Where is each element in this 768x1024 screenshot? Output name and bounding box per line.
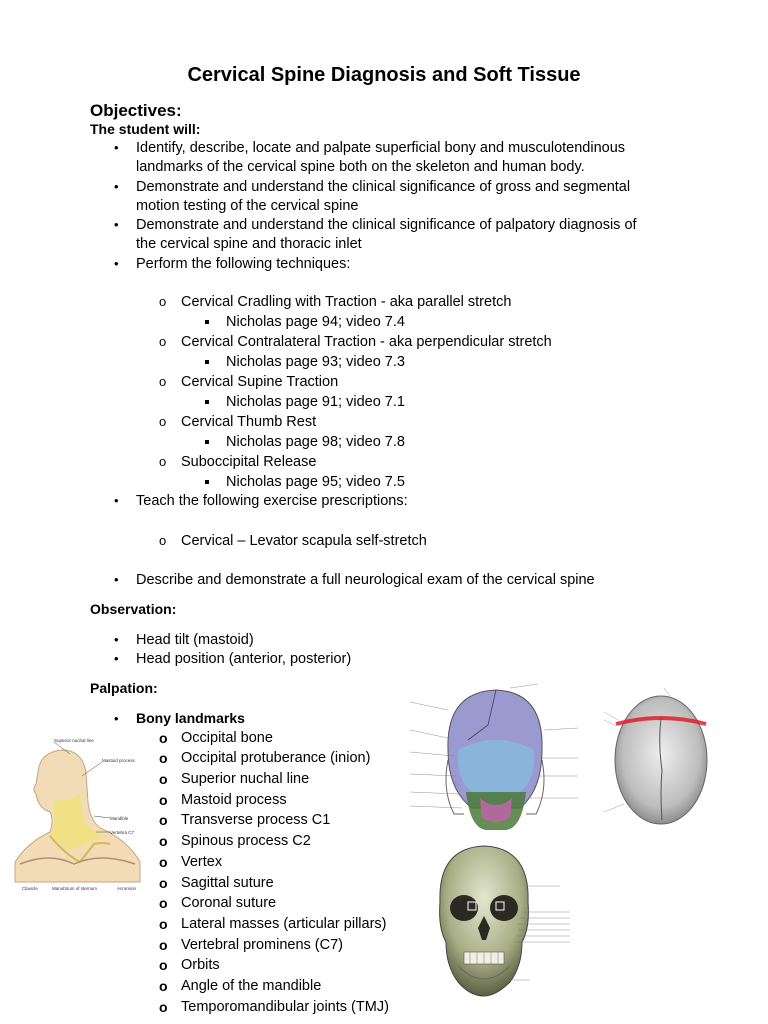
- bullet-glyph: •: [114, 493, 119, 508]
- landmark-item: Superior nuchal line: [181, 771, 310, 787]
- circle-glyph: o: [159, 334, 167, 349]
- bold-o-glyph: o: [159, 792, 168, 808]
- objective-3-line-1: Demonstrate and understand the clinical significance of palpatory diagnosis of: [136, 217, 637, 233]
- technique-name: Cervical Supine Traction: [181, 374, 339, 390]
- bold-o-glyph: o: [159, 999, 168, 1015]
- objective-2-line-2: motion testing of the cervical spine: [136, 198, 359, 214]
- bullet-glyph: •: [114, 572, 119, 587]
- objectives-heading: Objectives:: [90, 101, 182, 120]
- bold-o-glyph: o: [159, 875, 168, 891]
- objective-6: Describe and demonstrate a full neurological exam of the cervical spine: [136, 572, 595, 588]
- posterior-skull-figure: [408, 680, 580, 840]
- bold-o-glyph: o: [159, 957, 168, 973]
- landmark-item: Mastoid process: [181, 792, 287, 808]
- bold-o-glyph: o: [159, 812, 168, 828]
- bullet-glyph: •: [114, 632, 119, 647]
- bold-o-glyph: o: [159, 833, 168, 849]
- technique-ref: Nicholas page 98; video 7.8: [226, 434, 405, 450]
- circle-glyph: o: [159, 533, 167, 548]
- objective-3-line-2: the cervical spine and thoracic inlet: [136, 236, 362, 252]
- landmark-item: Orbits: [181, 957, 220, 973]
- landmark-item: Vertex: [181, 854, 223, 870]
- neck-label: Superior nuchal line: [54, 738, 94, 743]
- square-bullet: [205, 360, 209, 364]
- bullet-glyph: •: [114, 140, 119, 155]
- neck-label: Mastoid process: [102, 758, 135, 763]
- neck-anatomy-figure: [10, 732, 145, 894]
- technique-name: Cervical Thumb Rest: [181, 414, 317, 430]
- landmark-item: Angle of the mandible: [181, 978, 322, 994]
- landmark-item: Transverse process C1: [181, 812, 331, 828]
- bullet-glyph: •: [114, 179, 119, 194]
- landmark-item: Occipital protuberance (inion): [181, 750, 371, 766]
- neck-label: Acromion: [117, 886, 137, 891]
- objective-4: Perform the following techniques:: [136, 256, 351, 272]
- bullet-glyph: •: [114, 651, 119, 666]
- bold-o-glyph: o: [159, 895, 168, 911]
- bold-o-glyph: o: [159, 854, 168, 870]
- landmark-item: Spinous process C2: [181, 833, 311, 849]
- landmark-item: Temporomandibular joints (TMJ): [181, 999, 389, 1015]
- bold-o-glyph: o: [159, 978, 168, 994]
- observation-heading: Observation:: [90, 601, 177, 617]
- bold-o-glyph: o: [159, 730, 168, 746]
- bony-landmarks-heading: Bony landmarks: [136, 710, 245, 726]
- objective-5: Teach the following exercise prescriptions:: [136, 493, 408, 509]
- technique-name: Cervical Contralateral Traction - aka perpendicular stretch: [181, 334, 552, 350]
- square-bullet: [205, 400, 209, 404]
- observation-item: Head position (anterior, posterior): [136, 651, 352, 667]
- palpation-heading: Palpation:: [90, 680, 158, 696]
- landmark-item: Lateral masses (articular pillars): [181, 916, 387, 932]
- neck-label: Vertebra C7: [110, 830, 135, 835]
- technique-ref: Nicholas page 91; video 7.1: [226, 394, 405, 410]
- bullet-glyph: •: [114, 256, 119, 271]
- objectives-intro: The student will:: [90, 121, 201, 137]
- neck-label: Mandible: [110, 816, 129, 821]
- circle-glyph: o: [159, 414, 167, 429]
- bullet-glyph: •: [114, 711, 119, 726]
- landmark-item: Sagittal suture: [181, 875, 274, 891]
- technique-name: Suboccipital Release: [181, 454, 317, 470]
- square-bullet: [205, 480, 209, 484]
- exercise-item: Cervical – Levator scapula self-stretch: [181, 533, 427, 549]
- technique-ref: Nicholas page 93; video 7.3: [226, 354, 405, 370]
- bold-o-glyph: o: [159, 916, 168, 932]
- circle-glyph: o: [159, 454, 167, 469]
- neck-label: Clavicle: [22, 886, 38, 891]
- landmark-item: Vertebral prominens (C7): [181, 937, 343, 953]
- circle-glyph: o: [159, 294, 167, 309]
- objective-1-line-2: landmarks of the cervical spine both on the skeleton and human body.: [136, 159, 585, 175]
- square-bullet: [205, 320, 209, 324]
- objective-1-line-1: Identify, describe, locate and palpate superficial bony and musculotendinous: [136, 140, 626, 156]
- objective-2-line-1: Demonstrate and understand the clinical significance of gross and segmental: [136, 179, 631, 195]
- bullet-glyph: •: [114, 217, 119, 232]
- technique-name: Cervical Cradling with Traction - aka parallel stretch: [181, 294, 512, 310]
- bold-o-glyph: o: [159, 750, 168, 766]
- landmark-item: Occipital bone: [181, 730, 273, 746]
- technique-ref: Nicholas page 94; video 7.4: [226, 314, 405, 330]
- bold-o-glyph: o: [159, 771, 168, 787]
- circle-glyph: o: [159, 374, 167, 389]
- neck-label: Manubrium of sternum: [52, 886, 98, 891]
- technique-ref: Nicholas page 95; video 7.5: [226, 474, 405, 490]
- skull-vertex-figure: [604, 684, 714, 832]
- square-bullet: [205, 440, 209, 444]
- page-title: Cervical Spine Diagnosis and Soft Tissue: [187, 64, 581, 86]
- landmark-item: Coronal suture: [181, 895, 277, 911]
- observation-item: Head tilt (mastoid): [136, 632, 254, 648]
- anterior-skull-figure: [430, 842, 582, 998]
- bold-o-glyph: o: [159, 937, 168, 953]
